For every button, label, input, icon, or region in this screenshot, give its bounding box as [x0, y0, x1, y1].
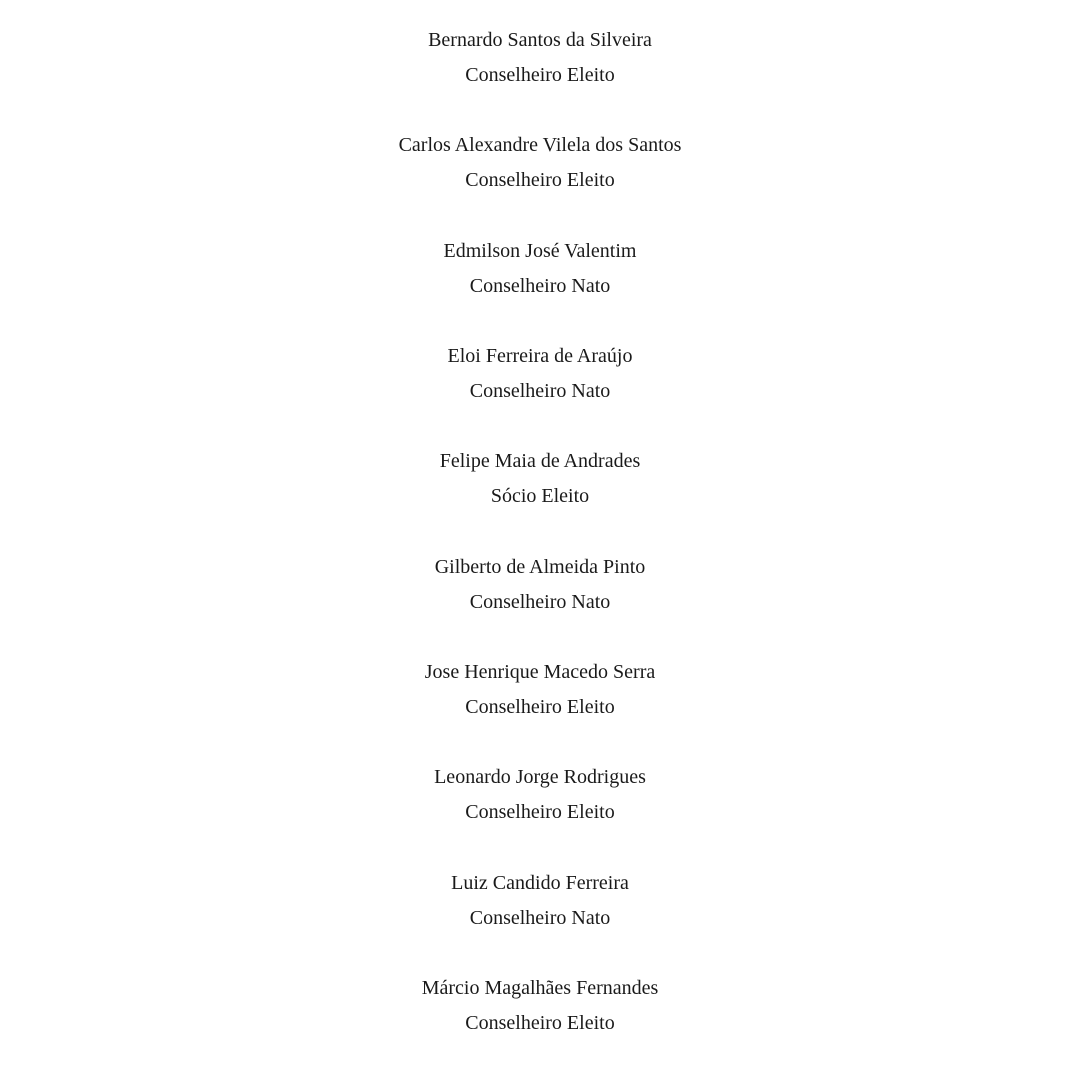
member-name: Leonardo Jorge Rodrigues: [434, 766, 646, 788]
member-entry: [0, 554, 1080, 615]
member-entry: [0, 448, 1080, 509]
member-name: Carlos Alexandre Vilela dos Santos: [398, 134, 682, 156]
member-entry: [0, 975, 1080, 1036]
member-role: Sócio Eleito: [490, 485, 590, 507]
member-name: Jose Henrique Macedo Serra: [424, 661, 656, 683]
member-name: Felipe Maia de Andrades: [439, 450, 641, 472]
member-role: Conselheiro Nato: [469, 907, 611, 929]
member-entry: [0, 238, 1080, 299]
member-role: Conselheiro Eleito: [465, 801, 615, 823]
member-name: Luiz Candido Ferreira: [451, 872, 629, 894]
member-role: Conselheiro Eleito: [465, 64, 615, 86]
member-name: Eloi Ferreira de Araújo: [447, 345, 633, 367]
member-role: Conselheiro Eleito: [465, 1012, 615, 1034]
member-role: Conselheiro Eleito: [465, 169, 615, 191]
member-role: Conselheiro Eleito: [465, 696, 615, 718]
member-name: Márcio Magalhães Fernandes: [421, 977, 659, 999]
member-role: Conselheiro Nato: [469, 591, 611, 613]
member-entry: [0, 27, 1080, 88]
member-entry: [0, 132, 1080, 193]
member-entry: [0, 764, 1080, 825]
member-entry: [0, 343, 1080, 404]
member-name: Bernardo Santos da Silveira: [428, 29, 652, 51]
member-entry: [0, 659, 1080, 720]
member-role: Conselheiro Nato: [469, 380, 611, 402]
member-role: Conselheiro Nato: [469, 275, 611, 297]
member-entry: [0, 870, 1080, 931]
member-name: Gilberto de Almeida Pinto: [434, 556, 646, 578]
member-name: Edmilson José Valentim: [443, 240, 637, 262]
